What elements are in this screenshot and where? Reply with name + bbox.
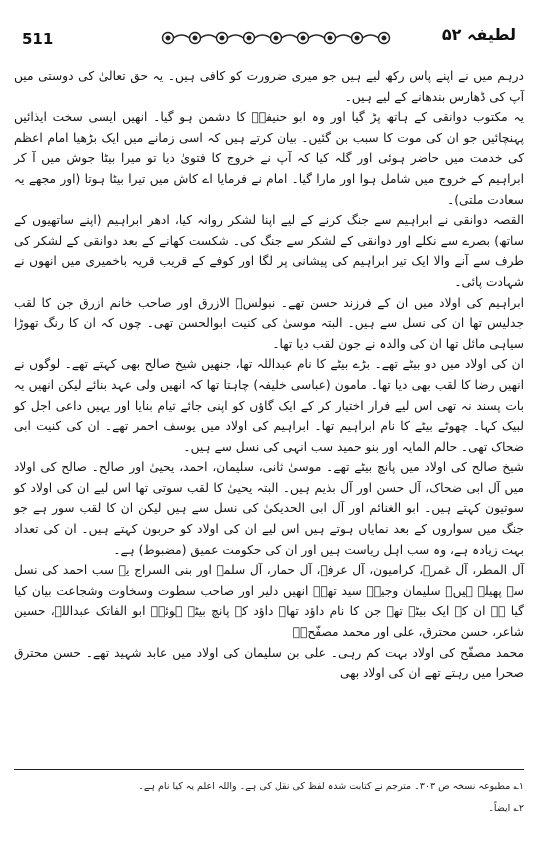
paragraph: القصہ دوانقی نے ابراہیم سے جنگ کرنے کے لیے اپنا لشکر روانہ کیا، ادھر ابراہیم (اپنے ساتھیوں کے ساتھ) بصرے سے نکلے اور دوانقی کے لشکر سے جنگ کی۔ شکست کھانے کے بعد دوانقی کے لشکر کی طرف سے آنے والا ایک تیر ابراہیم کی پیشانی پر لگا اور کوفے کے قریب قریہ باخمیری میں انھوں نے شہادت پائی۔ bbox=[14, 213, 524, 289]
running-title: لطیفہ ۵۲ bbox=[441, 25, 516, 44]
footnotes bbox=[14, 776, 524, 820]
paragraph: درہم میں نے اپنے پاس رکھ لیے ہیں جو میری ضرورت کو کافی ہیں۔ یہ حق تعالیٰ کی دوستی میں آپ کی ڈھارس بندھانے کے لیے ہیں۔ bbox=[14, 69, 524, 104]
paragraph: آل المطر، آل غمرہ، کرامیون، آل عرفہ، آل حمار، آل سلمہ اور بنی السراج یہ سب احمد کی نسل سے پھیلے ہیں۔ سلیمان وجیہہ سید تھے۔ انھیں دلیر اور صاحب سطوت وسخاوت وشجاعت بیان کیا گیا ہے ان کے ایک بیٹے تھے جن کا نام داؤد تھا۔ داؤد کے پانچ بیٹے ہوئے۔ ابو الفاتک عبداللہ، حسین شاعر، حسن محترق، علی اور محمد مصفّحؒ۔ bbox=[14, 563, 524, 640]
paragraph: یہ مکتوب دوانقی کے ہاتھ پڑ گیا اور وہ ابو حنیفہؒ کا دشمن ہو گیا۔ انھیں ایسی سخت ایذائیں پہنچائیں جو ان کی موت کا سبب بن گئیں۔ بیان کرتے ہیں کہ اسی زمانے میں ایک بڑھیا امام اعظم کی خدمت میں حاضر ہوئی اور گلہ کیا کہ آپ نے خروج کا فتویٰ دیا تو میرا بیٹا جوش میں آ کر ابراہیم کے خروج میں شامل ہوا اور مارا گیا۔ امام نے فرمایا اے کاش میں تیرا بیٹا ہوتا (اور مجھے یہ سعادت ملتی)۔ bbox=[14, 110, 524, 207]
paragraph: شیخ صالح کی اولاد میں پانچ بیٹے تھے۔ موسیٰ ثانی، سلیمان، احمد، یحییٰ اور صالح۔ صالح کی اولاد میں آل ابی ضحاک، آل حسن اور آل بذیم ہیں۔ البتہ یحییٰ کا لقب سوتی تھا اس لیے ان کی اولاد کو سوتیون کہتے ہیں۔ ابو الغنائم اور آل ابی الحدیکیٰ کی نسل سے ہیں لیکن ان کا لقب سور ہے جو جنگ میں سواروں کے بعد نمایاں ہوتے ہیں اس لیے ان کی اولاد کو حربون کہتے ہیں۔ ان کی تعداد بہت زیادہ ہے، وہ سب اہل ریاست ہیں اور ان کی حکومت عمیق (مضبوط) ہے۔ bbox=[14, 460, 524, 557]
main-text bbox=[14, 66, 524, 684]
footnote-separator bbox=[14, 769, 524, 770]
footnote: ۲؎ ایضاً۔ bbox=[488, 803, 524, 814]
paragraph: ابراہیم کی اولاد میں ان کے فرزند حسن تھے۔ نبولسؒ الازرق اور صاحب خانم ازرق جن کا لقب جدلیس تھا ان کی نسل سے ہیں۔ البتہ موسیٰ کی کنیت ابوالحسن تھی۔ چوں کہ ان کا رنگ تھوڑا سیاہی مائل تھا ان کی والدہ نے جون لقب دیا تھا۔ bbox=[14, 295, 524, 351]
footnote: ۱؎ مطبوعہ نسخہ ص ۳۰۳۔ مترجم نے کتابت شدہ لفظ کی نقل کی ہے۔ واللہ اعلم یہ کیا نام ہے۔ bbox=[138, 781, 524, 792]
page-number: 511 bbox=[22, 30, 54, 48]
decorative-chain-ornament bbox=[160, 30, 395, 46]
paragraph: محمد مصفّح کی اولاد بہت کم رہی۔ علی بن سلیمان کی اولاد میں عابد شہید تھے۔ حسن محترق صحرا میں رہتے تھے ان کی اولاد بھی bbox=[14, 645, 524, 681]
paragraph: ان کی اولاد میں دو بیٹے تھے۔ بڑے بیٹے کا نام عبداللہ تھا، جنھیں شیخ صالح بھی کہتے تھے۔ لوگوں نے انھیں رضا کا لقب بھی دیا تھا۔ مامون (عباسی خلیفہ) چاہتا تھا کہ انھیں ولی عہد بنائے لیکن انھیں یہ بات پسند نہ تھی اس لیے فرار اختیار کر کے ایک گاؤں کو اپنی جائے تیام بنایا اور یہیں داعی اجل کو لبیک کہا۔ چھوٹے بیٹے کا نام ابراہیم تھا۔ ابراہیم کی اولاد میں یوسف احمر تھے۔ ان کی کنیت ابی ضحاک تھی۔ حالم المایہ اور بنو حمید سب انہی کی نسل سے ہیں۔ bbox=[14, 357, 524, 454]
page-header bbox=[0, 22, 540, 56]
